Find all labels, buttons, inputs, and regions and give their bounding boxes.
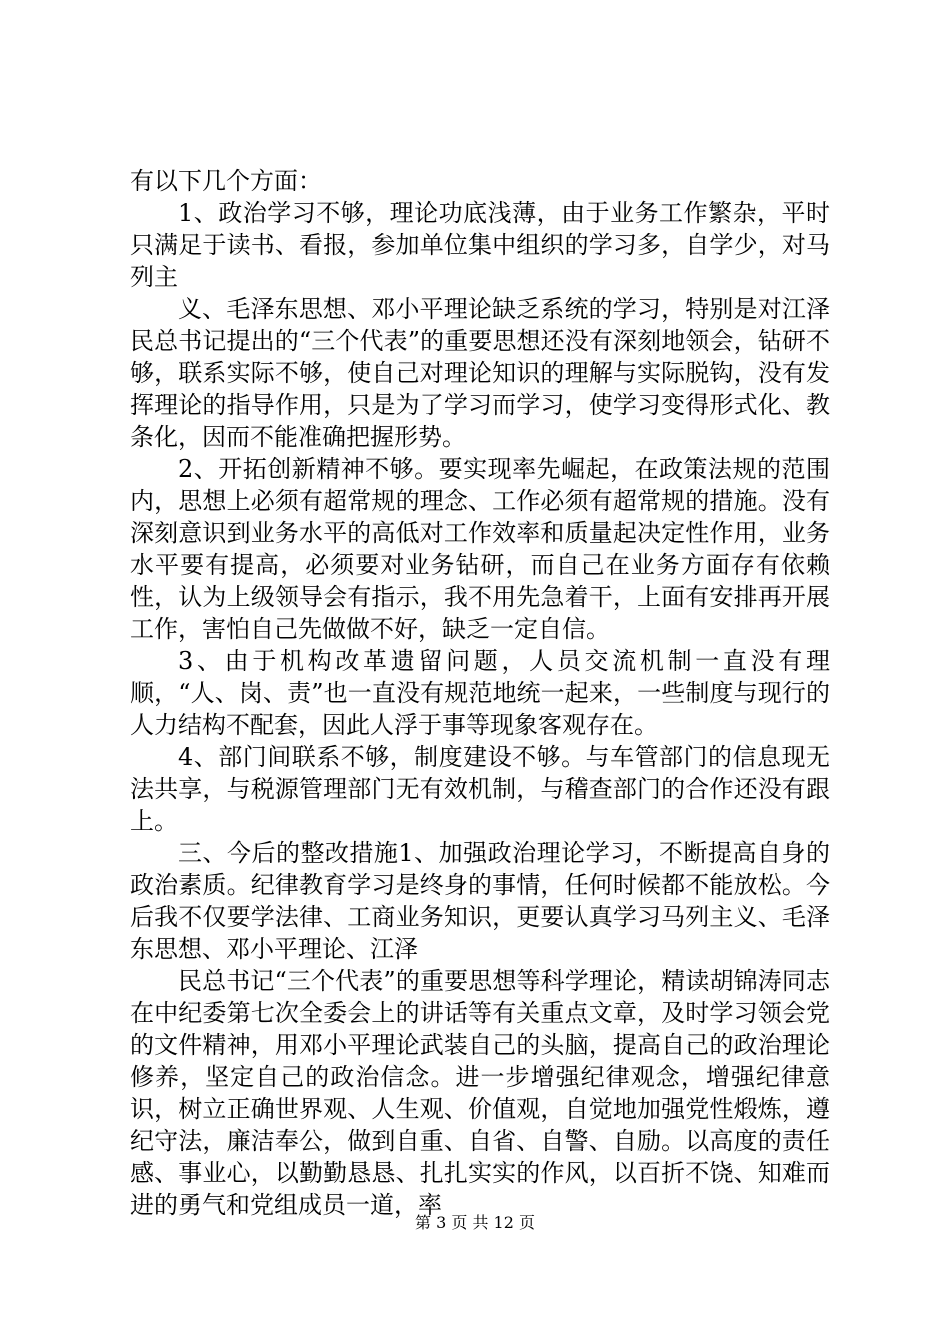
paragraph-item-3: 3、由于机构改革遗留问题，人员交流机制一直没有理顺，“人、岗、责”也一直没有规范地统一起来，一些制度与现行的人力结构不配套，因此人浮于事等现象客观存在。 bbox=[130, 647, 830, 739]
paragraph-item-2: 2、开拓创新精神不够。要实现率先崛起，在政策法规的范围内，思想上必须有超常规的理念、工作必须有超常规的措施。没有深刻意识到业务水平的高低对工作效率和质量起决定性作用，业务水平要有提高，必须要对业务钻研，而自己在业务方面存有依赖性，认为上级领导会有指示，我不用先急着干，上面有安排再开展工作，害怕自己先做做不好，缺乏一定自信。 bbox=[130, 455, 830, 643]
document-body bbox=[130, 165, 830, 1221]
paragraph-item-4: 4、部门间联系不够，制度建设不够。与车管部门的信息现无法共享，与税源管理部门无有效机制，与稽查部门的合作还没有跟上。 bbox=[130, 743, 830, 835]
paragraph-intro: 有以下几个方面： bbox=[130, 167, 322, 195]
paragraph-item-1: 1、政治学习不够，理论功底浅薄，由于业务工作繁杂，平时只满足于读书、看报，参加单位集中组织的学习多，自学少，对马列主 bbox=[130, 199, 830, 291]
paragraph-section-3: 三、今后的整改措施1、加强政治理论学习，不断提高自身的政治素质。纪律教育学习是终身的事情，任何时候都不能放松。今后我不仅要学法律、工商业务知识，更要认真学习马列主义、毛泽东思想、邓小平理论、江泽 bbox=[130, 839, 830, 963]
paragraph-section-3-continued: 民总书记“三个代表”的重要思想等科学理论，精读胡锦涛同志在中纪委第七次全委会上的讲话等有关重点文章，及时学习领会党的文件精神，用邓小平理论武装自己的头脑，提高自己的政治理论修养，坚定自己的政治信念。进一步增强纪律观念，增强纪律意识，树立正确世界观、人生观、价值观，自觉地加强党性煅炼，遵纪守法，廉洁奉公，做到自重、自省、自警、自励。以高度的责任感、事业心，以勤勤恳恳、扎扎实实的作风，以百折不饶、知难而进的勇气和党组成员一道，率 bbox=[130, 967, 830, 1219]
page-number-footer: 第 3 页 共 12 页 bbox=[415, 1213, 535, 1232]
paragraph-item-1-continued: 义、毛泽东思想、邓小平理论缺乏系统的学习，特别是对江泽民总书记提出的“三个代表”的重要思想还没有深刻地领会，钻研不够，联系实际不够，使自己对理论知识的理解与实际脱钩，没有发挥理论的指导作用，只是为了学习而学习，使学习变得形式化、教条化，因而不能准确把握形势。 bbox=[130, 295, 830, 451]
